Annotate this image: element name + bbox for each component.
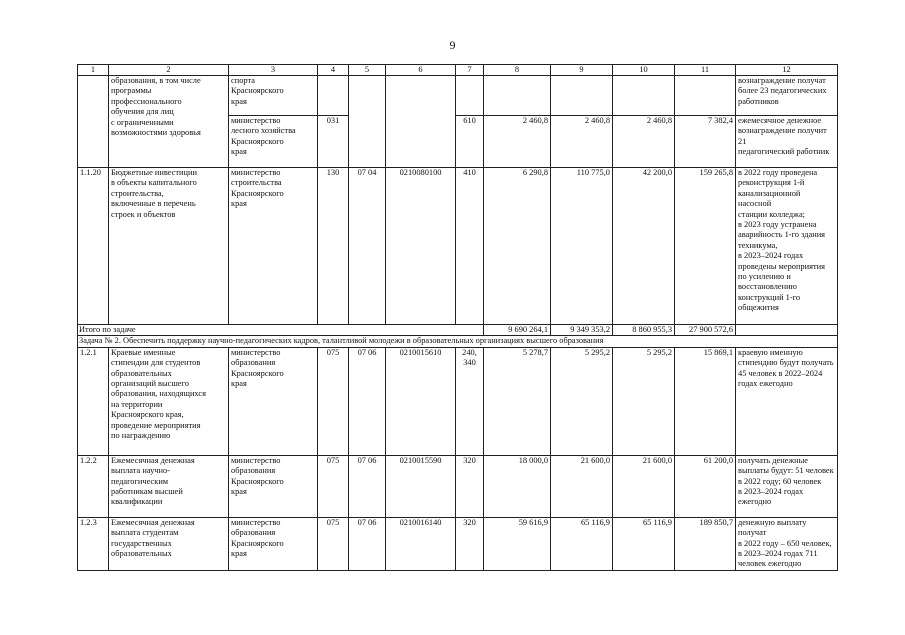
cell-vr: 240, 340 (456, 347, 484, 455)
cell-vr: 610 (456, 116, 484, 168)
page-number: 9 (449, 38, 456, 52)
cell-total (675, 76, 736, 116)
cell-num: 1.2.1 (78, 347, 109, 455)
col-header: 12 (736, 65, 838, 76)
cell-csr: 0210015610 (386, 347, 456, 455)
cell-2022 (484, 76, 551, 116)
cell-vr (456, 76, 484, 116)
cell-executor: министерство образования Красноярского края (229, 517, 318, 570)
cell-total: 27 900 572,6 (675, 325, 736, 336)
cell-2022: 9 690 264,1 (484, 325, 551, 336)
col-header: 6 (386, 65, 456, 76)
cell-csr: 0210015590 (386, 455, 456, 517)
cell-num (78, 76, 109, 168)
task-total-row (78, 325, 838, 336)
cell-name: Краевые именные стипендии для студентов образовательных организаций высшего образования, находящихся на территории Красноярского края, проведение мероприятия по награждению (109, 347, 229, 455)
cell-csr: 0210016140 (386, 517, 456, 570)
cell-total: 7 382,4 (675, 116, 736, 168)
cell-name: Ежемесячная денежная выплата студентам государственных образовательных (109, 517, 229, 570)
cell-2024: 65 116,9 (613, 517, 675, 570)
col-header: 1 (78, 65, 109, 76)
col-header: 11 (675, 65, 736, 76)
cell-executor: министерство образования Красноярского края (229, 347, 318, 455)
cell-total: 61 200,0 (675, 455, 736, 517)
col-header: 4 (318, 65, 349, 76)
cell-num: 1.1.20 (78, 168, 109, 325)
task-total-label: Итого по задаче (78, 325, 484, 336)
table-row (78, 455, 838, 517)
col-header: 8 (484, 65, 551, 76)
cell-rzpr (349, 76, 386, 168)
cell-2024: 2 460,8 (613, 116, 675, 168)
cell-name: образования, в том числе программы профессионального обучения для лиц с ограниченными возможностями здоровья (109, 76, 229, 168)
task-title-row (78, 336, 838, 347)
cell-2023: 2 460,8 (551, 116, 613, 168)
column-number-row (78, 65, 838, 76)
cell-2023: 21 600,0 (551, 455, 613, 517)
cell-2023 (551, 76, 613, 116)
cell-2024: 5 295,2 (613, 347, 675, 455)
cell-rzpr: 07 06 (349, 455, 386, 517)
cell-vr: 410 (456, 168, 484, 325)
cell-note: получать денежные выплаты будут: 51 человек в 2022 году; 60 человек в 2023–2024 годах ежегодно (736, 455, 838, 517)
table-row (78, 347, 838, 455)
cell-csr: 0210080100 (386, 168, 456, 325)
cell-2022: 2 460,8 (484, 116, 551, 168)
cell-note: денежную выплату получат в 2022 году – 650 человек, в 2023–2024 годах 711 человек ежегодно (736, 517, 838, 570)
col-header: 5 (349, 65, 386, 76)
cell-executor: министерство образования Красноярского края (229, 455, 318, 517)
cell-2022: 59 616,9 (484, 517, 551, 570)
table-row (78, 517, 838, 570)
cell-2023: 9 349 353,2 (551, 325, 613, 336)
cell-rzpr: 07 06 (349, 517, 386, 570)
cell-rzpr: 07 04 (349, 168, 386, 325)
table-row (78, 168, 838, 325)
task-title: Задача № 2. Обеспечить поддержку научно-педагогических кадров, талантливой молодежи в образовательных организациях высшего образования (78, 336, 838, 347)
cell-2022: 5 278,7 (484, 347, 551, 455)
col-header: 9 (551, 65, 613, 76)
cell-vr: 320 (456, 517, 484, 570)
cell-note: вознаграждение получат более 23 педагогических работников (736, 76, 838, 116)
cell-name: Ежемесячная денежная выплата научно- педагогическим работникам высшей квалификации (109, 455, 229, 517)
cell-note: в 2022 году проведена реконструкция 1-й канализационной насосной станции колледжа; в 2023 году устранена аварийность 1-го здания техникума, в 2023–2024 годах проведены мероприятия по усилению и восстановлению конструкций 1-го общежития (736, 168, 838, 325)
budget-table (77, 64, 838, 571)
cell-2024: 8 860 955,3 (613, 325, 675, 336)
col-header: 10 (613, 65, 675, 76)
cell-csr (386, 76, 456, 168)
cell-vr: 320 (456, 455, 484, 517)
cell-num: 1.2.2 (78, 455, 109, 517)
cell-grbs: 075 (318, 455, 349, 517)
cell-executor: министерство строительства Красноярского края (229, 168, 318, 325)
col-header: 3 (229, 65, 318, 76)
col-header: 7 (456, 65, 484, 76)
cell-total: 15 869,1 (675, 347, 736, 455)
cell-2024: 21 600,0 (613, 455, 675, 517)
cell-note: краевую именную стипендию будут получать 45 человек в 2022–2024 годах ежегодно (736, 347, 838, 455)
table-row (78, 76, 838, 116)
cell-2023: 110 775,0 (551, 168, 613, 325)
cell-grbs: 075 (318, 347, 349, 455)
cell-grbs: 075 (318, 517, 349, 570)
cell-name: Бюджетные инвестиции в объекты капитального строительства, включенные в перечень строек и объектов (109, 168, 229, 325)
cell-2024: 42 200,0 (613, 168, 675, 325)
cell-rzpr: 07 06 (349, 347, 386, 455)
cell-note (736, 325, 838, 336)
cell-total: 189 850,7 (675, 517, 736, 570)
cell-2023: 65 116,9 (551, 517, 613, 570)
cell-2023: 5 295,2 (551, 347, 613, 455)
cell-num: 1.2.3 (78, 517, 109, 570)
cell-grbs (318, 76, 349, 116)
col-header: 2 (109, 65, 229, 76)
cell-2022: 18 000,0 (484, 455, 551, 517)
cell-2022: 6 290,8 (484, 168, 551, 325)
cell-2024 (613, 76, 675, 116)
cell-note: ежемесячное денежное вознаграждение получит 21 педагогический работник (736, 116, 838, 168)
cell-grbs: 130 (318, 168, 349, 325)
cell-executor: спорта Красноярского края (229, 76, 318, 116)
cell-executor: министерство лесного хозяйства Красноярского края (229, 116, 318, 168)
cell-total: 159 265,8 (675, 168, 736, 325)
cell-grbs: 031 (318, 116, 349, 168)
